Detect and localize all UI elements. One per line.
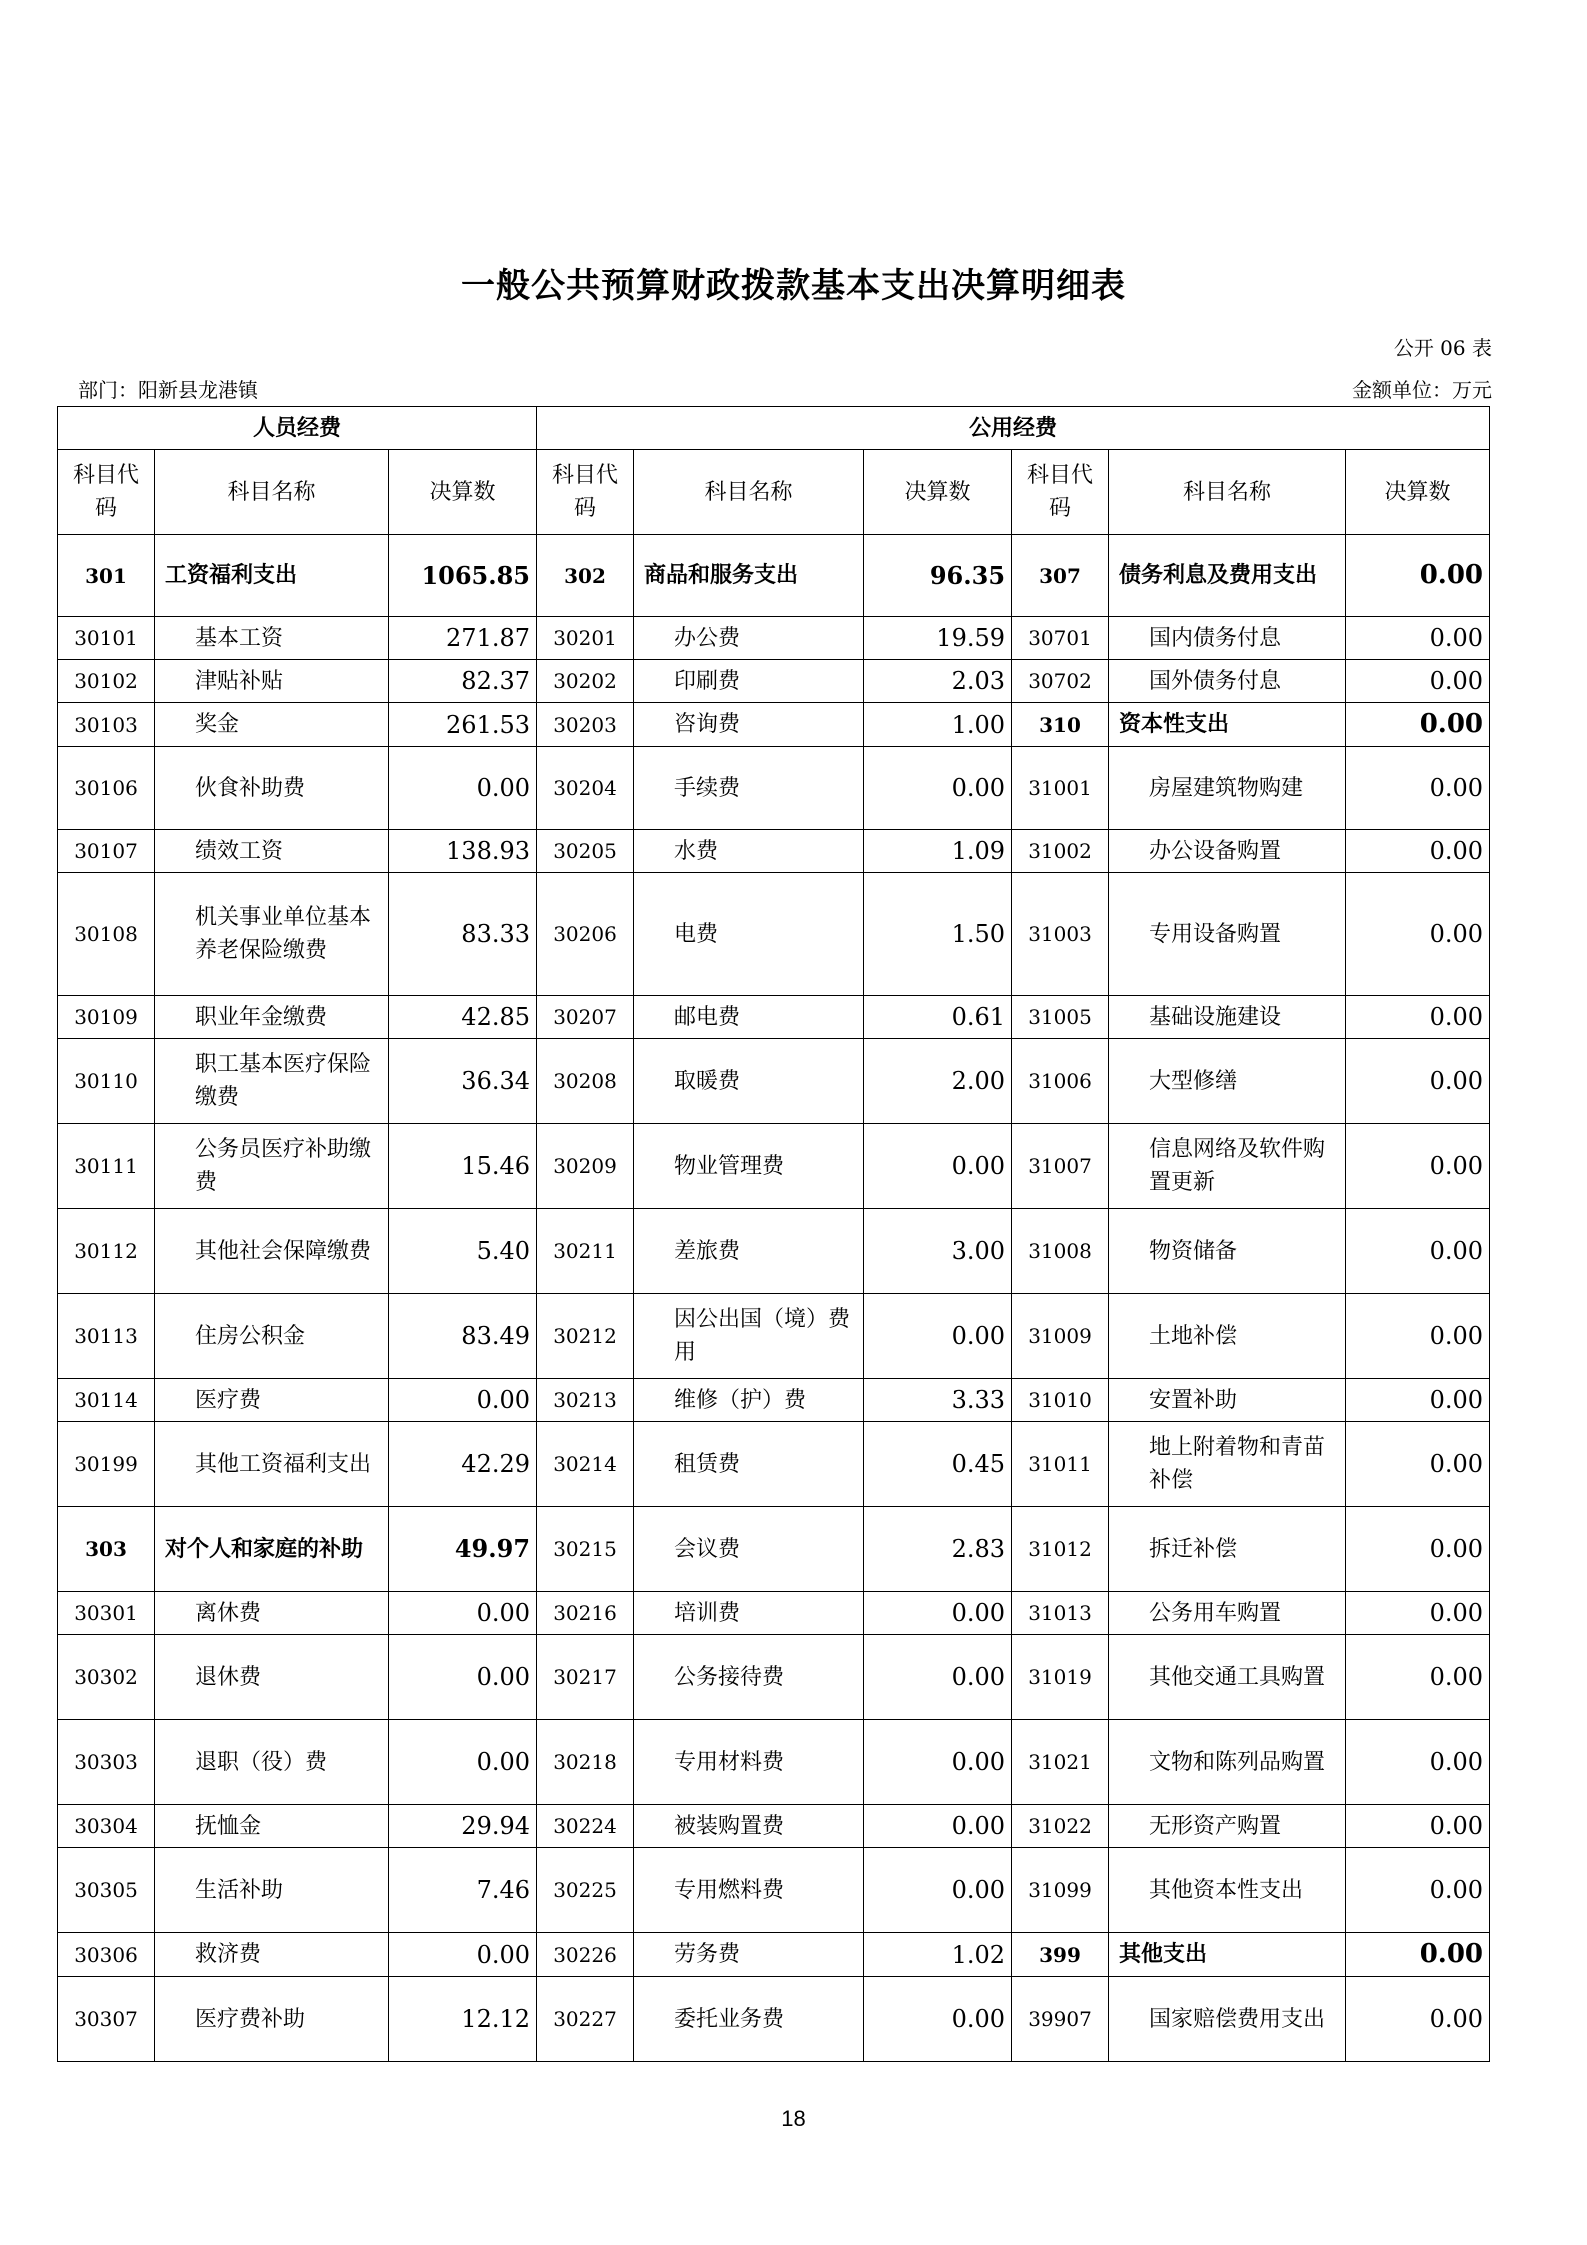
subject-name: 电费 xyxy=(634,873,864,996)
amount-value: 1.50 xyxy=(864,873,1012,996)
amount-value: 261.53 xyxy=(389,703,537,747)
amount-value: 15.46 xyxy=(389,1124,537,1209)
subject-name: 奖金 xyxy=(155,703,389,747)
amount-value: 0.00 xyxy=(1346,1379,1490,1422)
amount-value: 0.00 xyxy=(1346,1422,1490,1507)
subject-code: 30112 xyxy=(58,1209,155,1294)
subject-name: 生活补助 xyxy=(155,1848,389,1933)
subject-name: 退职（役）费 xyxy=(155,1720,389,1805)
table-number: 公开 06 表 xyxy=(1393,336,1492,360)
amount-value: 0.00 xyxy=(1346,703,1490,747)
amount-value: 0.00 xyxy=(1346,535,1490,617)
subject-code: 30111 xyxy=(58,1124,155,1209)
subject-name: 印刷费 xyxy=(634,660,864,703)
amount-value: 0.00 xyxy=(1346,996,1490,1039)
subject-name: 国内债务付息 xyxy=(1109,617,1346,660)
subject-name: 租赁费 xyxy=(634,1422,864,1507)
subject-name: 其他交通工具购置 xyxy=(1109,1635,1346,1720)
subject-name: 公务用车购置 xyxy=(1109,1592,1346,1635)
subject-code: 31007 xyxy=(1012,1124,1109,1209)
amount-value: 3.33 xyxy=(864,1379,1012,1422)
subject-name: 土地补偿 xyxy=(1109,1294,1346,1379)
table-row xyxy=(58,1294,1490,1379)
amount-value: 12.12 xyxy=(389,1977,537,2062)
subject-name: 办公费 xyxy=(634,617,864,660)
table-row xyxy=(58,1720,1490,1805)
amount-value: 2.83 xyxy=(864,1507,1012,1592)
department-label: 部门：阳新县龙港镇 xyxy=(78,378,258,402)
subject-code: 30303 xyxy=(58,1720,155,1805)
subject-code: 30101 xyxy=(58,617,155,660)
table-row xyxy=(58,1507,1490,1592)
subject-code: 30204 xyxy=(537,747,634,830)
col-header-code: 科目代码 xyxy=(537,450,634,535)
amount-value: 2.03 xyxy=(864,660,1012,703)
subject-name: 对个人和家庭的补助 xyxy=(155,1507,389,1592)
subject-code: 301 xyxy=(58,535,155,617)
table-row xyxy=(58,1422,1490,1507)
page-title: 一般公共预算财政拨款基本支出决算明细表 xyxy=(461,266,1126,306)
subject-name: 物业管理费 xyxy=(634,1124,864,1209)
subject-name: 离休费 xyxy=(155,1592,389,1635)
subject-name: 伙食补助费 xyxy=(155,747,389,830)
amount-value: 0.00 xyxy=(1346,873,1490,996)
col-header-amount: 决算数 xyxy=(389,450,537,535)
amount-value: 42.85 xyxy=(389,996,537,1039)
subject-code: 30304 xyxy=(58,1805,155,1848)
amount-value: 5.40 xyxy=(389,1209,537,1294)
subject-code: 30199 xyxy=(58,1422,155,1507)
subject-name: 安置补助 xyxy=(1109,1379,1346,1422)
subject-name: 物资储备 xyxy=(1109,1209,1346,1294)
subject-code: 399 xyxy=(1012,1933,1109,1977)
table-row xyxy=(58,617,1490,660)
amount-value: 3.00 xyxy=(864,1209,1012,1294)
amount-value: 29.94 xyxy=(389,1805,537,1848)
col-header-name: 科目名称 xyxy=(155,450,389,535)
table-row xyxy=(58,1379,1490,1422)
table-row xyxy=(58,535,1490,617)
amount-value: 83.49 xyxy=(389,1294,537,1379)
subject-code: 30305 xyxy=(58,1848,155,1933)
subject-code: 30306 xyxy=(58,1933,155,1977)
subject-code: 30227 xyxy=(537,1977,634,2062)
subject-name: 专用燃料费 xyxy=(634,1848,864,1933)
amount-value: 36.34 xyxy=(389,1039,537,1124)
amount-value: 0.00 xyxy=(389,1592,537,1635)
subject-name: 机关事业单位基本养老保险缴费 xyxy=(155,873,389,996)
subject-code: 30224 xyxy=(537,1805,634,1848)
table-row xyxy=(58,1124,1490,1209)
amount-value: 0.00 xyxy=(1346,1720,1490,1805)
amount-value: 19.59 xyxy=(864,617,1012,660)
amount-value: 0.00 xyxy=(1346,1294,1490,1379)
amount-value: 0.00 xyxy=(864,1635,1012,1720)
subject-name: 咨询费 xyxy=(634,703,864,747)
subject-code: 30110 xyxy=(58,1039,155,1124)
subject-code: 30205 xyxy=(537,830,634,873)
expenditure-table xyxy=(57,406,1490,2062)
amount-value: 271.87 xyxy=(389,617,537,660)
subject-name: 公务接待费 xyxy=(634,1635,864,1720)
subject-code: 30209 xyxy=(537,1124,634,1209)
page-number: 18 xyxy=(781,2106,806,2131)
amount-value: 0.00 xyxy=(1346,1933,1490,1977)
subject-code: 30216 xyxy=(537,1592,634,1635)
amount-value: 0.00 xyxy=(1346,747,1490,830)
amount-value: 0.00 xyxy=(389,747,537,830)
subject-code: 31022 xyxy=(1012,1805,1109,1848)
subject-code: 31013 xyxy=(1012,1592,1109,1635)
amount-value: 0.00 xyxy=(1346,1209,1490,1294)
subject-name: 差旅费 xyxy=(634,1209,864,1294)
subject-code: 31001 xyxy=(1012,747,1109,830)
subject-name: 基础设施建设 xyxy=(1109,996,1346,1039)
subject-name: 医疗费补助 xyxy=(155,1977,389,2062)
subject-code: 30103 xyxy=(58,703,155,747)
subject-code: 31003 xyxy=(1012,873,1109,996)
subject-code: 30214 xyxy=(537,1422,634,1507)
subject-name: 取暖费 xyxy=(634,1039,864,1124)
amount-value: 0.00 xyxy=(864,1124,1012,1209)
subject-name: 职业年金缴费 xyxy=(155,996,389,1039)
amount-value: 1065.85 xyxy=(389,535,537,617)
table-row xyxy=(58,1592,1490,1635)
subject-name: 抚恤金 xyxy=(155,1805,389,1848)
subject-name: 邮电费 xyxy=(634,996,864,1039)
amount-value: 0.00 xyxy=(1346,1124,1490,1209)
subject-code: 31021 xyxy=(1012,1720,1109,1805)
subject-name: 津贴补贴 xyxy=(155,660,389,703)
amount-value: 0.00 xyxy=(389,1635,537,1720)
subject-code: 310 xyxy=(1012,703,1109,747)
amount-value: 82.37 xyxy=(389,660,537,703)
subject-code: 31008 xyxy=(1012,1209,1109,1294)
subject-code: 30201 xyxy=(537,617,634,660)
table-row xyxy=(58,660,1490,703)
subject-name: 拆迁补偿 xyxy=(1109,1507,1346,1592)
amount-value: 0.00 xyxy=(864,747,1012,830)
amount-value: 0.00 xyxy=(389,1379,537,1422)
subject-name: 大型修缮 xyxy=(1109,1039,1346,1124)
amount-value: 0.00 xyxy=(1346,660,1490,703)
subject-code: 30213 xyxy=(537,1379,634,1422)
subject-code: 30301 xyxy=(58,1592,155,1635)
table-row xyxy=(58,747,1490,830)
table-row xyxy=(58,996,1490,1039)
subject-code: 31005 xyxy=(1012,996,1109,1039)
subject-name: 手续费 xyxy=(634,747,864,830)
amount-value: 1.02 xyxy=(864,1933,1012,1977)
subject-name: 其他支出 xyxy=(1109,1933,1346,1977)
subject-name: 委托业务费 xyxy=(634,1977,864,2062)
subject-name: 职工基本医疗保险缴费 xyxy=(155,1039,389,1124)
subject-name: 维修（护）费 xyxy=(634,1379,864,1422)
col-header-code: 科目代码 xyxy=(58,450,155,535)
subject-code: 30207 xyxy=(537,996,634,1039)
subject-code: 30701 xyxy=(1012,617,1109,660)
amount-value: 0.00 xyxy=(1346,1507,1490,1592)
subject-name: 国家赔偿费用支出 xyxy=(1109,1977,1346,2062)
subject-code: 31010 xyxy=(1012,1379,1109,1422)
subject-code: 30206 xyxy=(537,873,634,996)
section-personnel: 人员经费 xyxy=(58,407,537,450)
subject-name: 其他社会保障缴费 xyxy=(155,1209,389,1294)
subject-name: 基本工资 xyxy=(155,617,389,660)
subject-code: 30108 xyxy=(58,873,155,996)
amount-value: 0.00 xyxy=(1346,1977,1490,2062)
amount-value: 0.61 xyxy=(864,996,1012,1039)
subject-code: 302 xyxy=(537,535,634,617)
amount-value: 0.00 xyxy=(1346,1039,1490,1124)
subject-name: 地上附着物和青苗补偿 xyxy=(1109,1422,1346,1507)
subject-name: 医疗费 xyxy=(155,1379,389,1422)
col-header-amount: 决算数 xyxy=(864,450,1012,535)
subject-code: 31019 xyxy=(1012,1635,1109,1720)
amount-value: 138.93 xyxy=(389,830,537,873)
subject-code: 30307 xyxy=(58,1977,155,2062)
subject-code: 30208 xyxy=(537,1039,634,1124)
table-row xyxy=(58,1977,1490,2062)
amount-value: 42.29 xyxy=(389,1422,537,1507)
subject-code: 31012 xyxy=(1012,1507,1109,1592)
subject-name: 资本性支出 xyxy=(1109,703,1346,747)
amount-value: 0.00 xyxy=(1346,617,1490,660)
subject-code: 30702 xyxy=(1012,660,1109,703)
amount-value: 0.00 xyxy=(864,1805,1012,1848)
subject-name: 办公设备购置 xyxy=(1109,830,1346,873)
col-header-code: 科目代码 xyxy=(1012,450,1109,535)
subject-code: 30106 xyxy=(58,747,155,830)
subject-name: 公务员医疗补助缴费 xyxy=(155,1124,389,1209)
subject-name: 因公出国（境）费用 xyxy=(634,1294,864,1379)
amount-value: 0.00 xyxy=(389,1720,537,1805)
subject-code: 30302 xyxy=(58,1635,155,1720)
subject-code: 30113 xyxy=(58,1294,155,1379)
subject-name: 培训费 xyxy=(634,1592,864,1635)
amount-value: 0.00 xyxy=(864,1977,1012,2062)
section-public: 公用经费 xyxy=(537,407,1490,450)
amount-value: 49.97 xyxy=(389,1507,537,1592)
amount-value: 0.00 xyxy=(1346,1848,1490,1933)
subject-code: 30114 xyxy=(58,1379,155,1422)
table-row xyxy=(58,830,1490,873)
subject-code: 30217 xyxy=(537,1635,634,1720)
subject-name: 绩效工资 xyxy=(155,830,389,873)
amount-value: 1.09 xyxy=(864,830,1012,873)
subject-name: 水费 xyxy=(634,830,864,873)
amount-value: 83.33 xyxy=(389,873,537,996)
subject-code: 30202 xyxy=(537,660,634,703)
subject-name: 救济费 xyxy=(155,1933,389,1977)
subject-name: 文物和陈列品购置 xyxy=(1109,1720,1346,1805)
table-row xyxy=(58,703,1490,747)
amount-value: 0.00 xyxy=(864,1592,1012,1635)
subject-name: 房屋建筑物购建 xyxy=(1109,747,1346,830)
subject-name: 专用材料费 xyxy=(634,1720,864,1805)
subject-code: 31002 xyxy=(1012,830,1109,873)
table-row xyxy=(58,1933,1490,1977)
subject-code: 30211 xyxy=(537,1209,634,1294)
subject-name: 债务利息及费用支出 xyxy=(1109,535,1346,617)
subject-code: 303 xyxy=(58,1507,155,1592)
amount-value: 0.00 xyxy=(389,1933,537,1977)
subject-code: 39907 xyxy=(1012,1977,1109,2062)
amount-value: 0.00 xyxy=(864,1294,1012,1379)
amount-value: 7.46 xyxy=(389,1848,537,1933)
subject-name: 无形资产购置 xyxy=(1109,1805,1346,1848)
amount-value: 0.00 xyxy=(864,1720,1012,1805)
subject-name: 住房公积金 xyxy=(155,1294,389,1379)
table-row xyxy=(58,1039,1490,1124)
subject-code: 30225 xyxy=(537,1848,634,1933)
subject-name: 其他资本性支出 xyxy=(1109,1848,1346,1933)
subject-code: 30215 xyxy=(537,1507,634,1592)
table-row xyxy=(58,1635,1490,1720)
amount-value: 0.00 xyxy=(1346,830,1490,873)
subject-code: 31011 xyxy=(1012,1422,1109,1507)
amount-value: 0.00 xyxy=(864,1848,1012,1933)
amount-value: 0.45 xyxy=(864,1422,1012,1507)
subject-code: 30212 xyxy=(537,1294,634,1379)
amount-value: 0.00 xyxy=(1346,1805,1490,1848)
table-row xyxy=(58,1848,1490,1933)
subject-code: 31009 xyxy=(1012,1294,1109,1379)
table-row xyxy=(58,1805,1490,1848)
subject-name: 其他工资福利支出 xyxy=(155,1422,389,1507)
table-row xyxy=(58,873,1490,996)
subject-name: 被装购置费 xyxy=(634,1805,864,1848)
subject-code: 30226 xyxy=(537,1933,634,1977)
subject-code: 30109 xyxy=(58,996,155,1039)
subject-code: 30218 xyxy=(537,1720,634,1805)
subject-code: 30107 xyxy=(58,830,155,873)
table-row xyxy=(58,1209,1490,1294)
subject-code: 30203 xyxy=(537,703,634,747)
subject-name: 专用设备购置 xyxy=(1109,873,1346,996)
amount-value: 2.00 xyxy=(864,1039,1012,1124)
amount-value: 96.35 xyxy=(864,535,1012,617)
col-header-name: 科目名称 xyxy=(634,450,864,535)
subject-code: 307 xyxy=(1012,535,1109,617)
subject-code: 31006 xyxy=(1012,1039,1109,1124)
subject-name: 商品和服务支出 xyxy=(634,535,864,617)
subject-name: 劳务费 xyxy=(634,1933,864,1977)
col-header-name: 科目名称 xyxy=(1109,450,1346,535)
subject-name: 国外债务付息 xyxy=(1109,660,1346,703)
subject-name: 工资福利支出 xyxy=(155,535,389,617)
col-header-amount: 决算数 xyxy=(1346,450,1490,535)
subject-name: 退休费 xyxy=(155,1635,389,1720)
subject-code: 30102 xyxy=(58,660,155,703)
unit-label: 金额单位：万元 xyxy=(1352,378,1492,402)
amount-value: 0.00 xyxy=(1346,1635,1490,1720)
subject-code: 31099 xyxy=(1012,1848,1109,1933)
subject-name: 会议费 xyxy=(634,1507,864,1592)
subject-name: 信息网络及软件购置更新 xyxy=(1109,1124,1346,1209)
amount-value: 1.00 xyxy=(864,703,1012,747)
amount-value: 0.00 xyxy=(1346,1592,1490,1635)
